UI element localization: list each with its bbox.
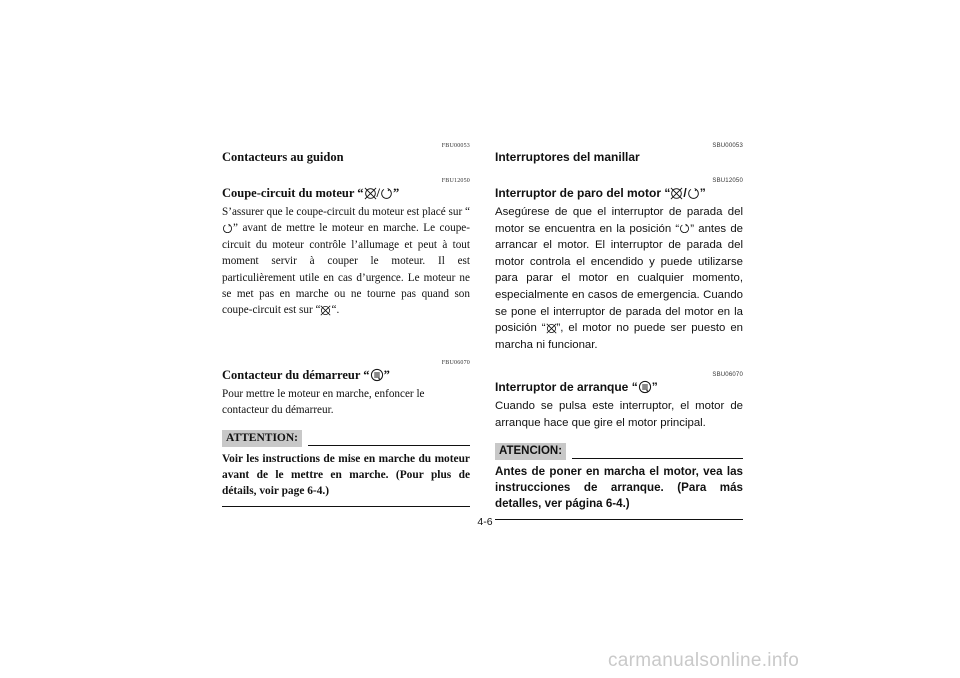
section-heading-engine-stop — [222, 185, 470, 201]
engine-stop-icon — [670, 187, 683, 200]
section-title: Contacteurs au guidon — [222, 150, 344, 164]
paragraph-text: “. — [331, 304, 340, 317]
heading-text: Interruptor de arranque “ — [495, 380, 638, 395]
heading-slash: / — [683, 186, 687, 200]
engine-stop-icon — [320, 305, 331, 316]
page-number: 4-6 — [477, 516, 493, 528]
french-column — [222, 142, 470, 507]
paragraph: Pour mettre le moteur en marche, enfoncer le contacteur du démarreur. — [222, 387, 425, 417]
paragraph: Cuando se pulsa este interruptor, el motor de arranque hace que gire el motor principal. — [495, 400, 743, 429]
paragraph-text: ”, el motor no puede ser puesto en marcha ni funcionar. — [495, 322, 743, 351]
paragraph-text: Asegúrese de que el interruptor de parada del motor se encuentra en la posición “ — [495, 206, 743, 235]
warning-header — [495, 443, 743, 460]
paragraph-text: S’assurer que le coupe-circuit du moteur est placé sur “ — [222, 206, 470, 218]
paragraph-text: ” antes de arrancar el motor. El interruptor de parada del motor controla el encendido y puede utilizarse para parar el motor en cualquier momento, especialmente en casos de emergencia. Cuando se pone el interruptor de parada del motor en la posición “ — [495, 222, 743, 335]
warning-header — [222, 430, 470, 447]
engine-run-icon — [679, 223, 690, 234]
heading-text: ” — [393, 186, 400, 200]
engine-stop-icon — [546, 323, 557, 334]
section-code: SBU06070 — [712, 372, 743, 379]
heading-text: Coupe-circuit du moteur “ — [222, 186, 364, 200]
section-heading-starter — [495, 379, 743, 395]
warning-label: ATTENTION: — [222, 430, 302, 447]
engine-stop-icon — [364, 187, 377, 200]
section-code: FBU12050 — [441, 178, 470, 184]
engine-run-icon — [222, 223, 233, 234]
starter-icon — [638, 380, 652, 394]
watermark: carmanualsonline.info — [608, 650, 800, 671]
paragraph — [495, 204, 743, 353]
section-code: SBU00053 — [712, 143, 743, 149]
heading-text: ” — [651, 380, 658, 395]
warning-text: Voir les instructions de mise en marche du moteur avant de le mettre en marche. (Pour plus de détails, voir page 6-4.) — [222, 451, 470, 507]
heading-text: Contacteur du démarreur “ — [222, 367, 370, 382]
engine-run-icon — [687, 187, 700, 200]
divider — [572, 458, 743, 459]
warning-label: ATENCION: — [495, 443, 566, 460]
divider — [308, 445, 470, 446]
engine-run-icon — [380, 187, 393, 200]
spanish-column — [495, 142, 743, 520]
section-heading-starter — [222, 367, 470, 383]
heading-slash: / — [376, 186, 381, 200]
section-code: SBU12050 — [712, 178, 743, 184]
paragraph — [222, 204, 470, 319]
starter-icon — [370, 368, 384, 382]
warning-text: Antes de poner en marcha el motor, vea las instrucciones de arranque. (Para más detalles, ver página 6-4.) — [495, 464, 743, 520]
section-code: FBU06070 — [441, 359, 470, 366]
section-code: FBU00053 — [441, 143, 470, 149]
section-title: Interruptores del manillar — [495, 150, 640, 164]
heading-text: Interruptor de paro del motor “ — [495, 186, 671, 200]
section-heading-engine-stop — [495, 185, 743, 201]
paragraph-text: ” avant de mettre le moteur en marche. Le coupe-circuit du moteur contrôle l’allumage et peut à tout moment servir à couper le moteur. Il est particulièrement utile en cas d’urgence. Le moteur ne se met pas en marche ou ne tourne pas quand son coupe-circuit est sur “ — [222, 222, 470, 317]
heading-text: ” — [699, 186, 706, 200]
heading-text: ” — [383, 367, 390, 382]
